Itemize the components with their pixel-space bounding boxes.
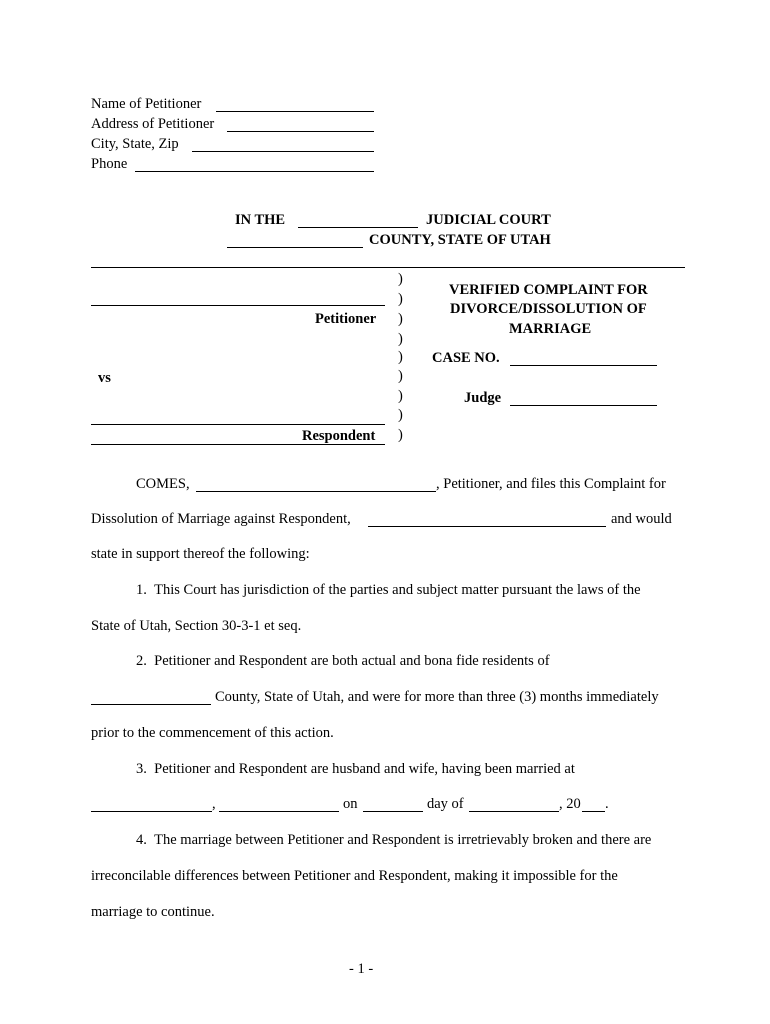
court-suffix: JUDICIAL COURT (426, 212, 551, 228)
petitioner-caption-label: Petitioner (315, 311, 377, 327)
residence-county-field[interactable] (91, 704, 211, 705)
caption-paren: ) (398, 388, 403, 404)
petitioner-name-label: Name of Petitioner (91, 96, 202, 112)
paragraph-2-line-3: prior to the commencement of this action. (91, 725, 334, 741)
judge-label: Judge (464, 390, 502, 406)
city-state-zip-label: City, State, Zip (91, 136, 179, 152)
paragraph-4-line-1: 4. The marriage between Petitioner and Respondent is irretrievably broken and there are (136, 832, 652, 848)
caption-paren: ) (398, 291, 403, 307)
caption-paren: ) (398, 271, 403, 287)
marriage-year-field[interactable] (582, 811, 605, 812)
county-state-label: COUNTY, STATE OF UTAH (369, 232, 551, 248)
judicial-district-field[interactable] (298, 227, 418, 228)
marriage-state-field[interactable] (219, 811, 339, 812)
caption-paren: ) (398, 331, 403, 347)
judge-field[interactable] (510, 405, 657, 406)
paragraph-3-line-1: 3. Petitioner and Respondent are husband and wife, having been married at (136, 761, 575, 777)
paragraph-2-line-2: County, State of Utah, and were for more than three (3) months immediately (215, 689, 659, 705)
intro-line-2-end: and would (611, 511, 672, 527)
caption-top-rule (91, 267, 685, 268)
respondent-party-field-2[interactable] (91, 444, 385, 445)
marriage-day-field[interactable] (363, 811, 423, 812)
caption-paren: ) (398, 311, 403, 327)
petitioner-party-field[interactable] (91, 305, 385, 306)
county-field[interactable] (227, 247, 363, 248)
marriage-on-label: on (343, 796, 358, 812)
caption-paren: ) (398, 407, 403, 423)
paragraph-2-line-1: 2. Petitioner and Respondent are both actual and bona fide residents of (136, 653, 550, 669)
phone-field[interactable] (135, 171, 374, 172)
petitioner-name-field[interactable] (216, 111, 374, 112)
intro-respondent-field[interactable] (368, 526, 606, 527)
page-number: - 1 - (349, 961, 374, 977)
paragraph-4-line-2: irreconcilable differences between Petitioner and Respondent, making it impossible for the (91, 868, 618, 884)
respondent-caption-label: Respondent (302, 428, 376, 444)
paragraph-1-line-1: 1. This Court has jurisdiction of the parties and subject matter pursuant the laws of the (136, 582, 641, 598)
intro-line-3-text: state in support thereof the following: (91, 546, 310, 562)
intro-line-1-text: , Petitioner, and files this Complaint for (436, 476, 666, 492)
intro-petitioner-field[interactable] (196, 491, 436, 492)
caption-paren: ) (398, 349, 403, 365)
respondent-party-field-1[interactable] (91, 424, 385, 425)
caption-paren: ) (398, 368, 403, 384)
marriage-city-field[interactable] (91, 811, 212, 812)
petitioner-address-field[interactable] (227, 131, 374, 132)
complaint-title-line-3: MARRIAGE (509, 321, 592, 337)
marriage-comma: , (212, 796, 216, 812)
complaint-title-line-2: DIVORCE/DISSOLUTION OF (450, 301, 647, 317)
phone-label: Phone (91, 156, 128, 172)
marriage-period: . (605, 796, 609, 812)
marriage-year-prefix: , 20 (559, 796, 581, 812)
marriage-dayof-label: day of (427, 796, 464, 812)
caption-paren: ) (398, 427, 403, 443)
marriage-month-field[interactable] (469, 811, 559, 812)
city-state-zip-field[interactable] (192, 151, 374, 152)
case-number-label: CASE NO. (432, 350, 500, 366)
intro-comes-label: COMES, (136, 476, 190, 492)
petitioner-address-label: Address of Petitioner (91, 116, 215, 132)
vs-label: vs (98, 370, 111, 386)
paragraph-4-line-3: marriage to continue. (91, 904, 215, 920)
complaint-title-line-1: VERIFIED COMPLAINT FOR (449, 282, 648, 298)
paragraph-1-line-2: State of Utah, Section 30-3-1 et seq. (91, 618, 302, 634)
case-number-field[interactable] (510, 365, 657, 366)
court-prefix: IN THE (235, 212, 286, 228)
intro-line-2-text: Dissolution of Marriage against Respondent, (91, 511, 351, 527)
